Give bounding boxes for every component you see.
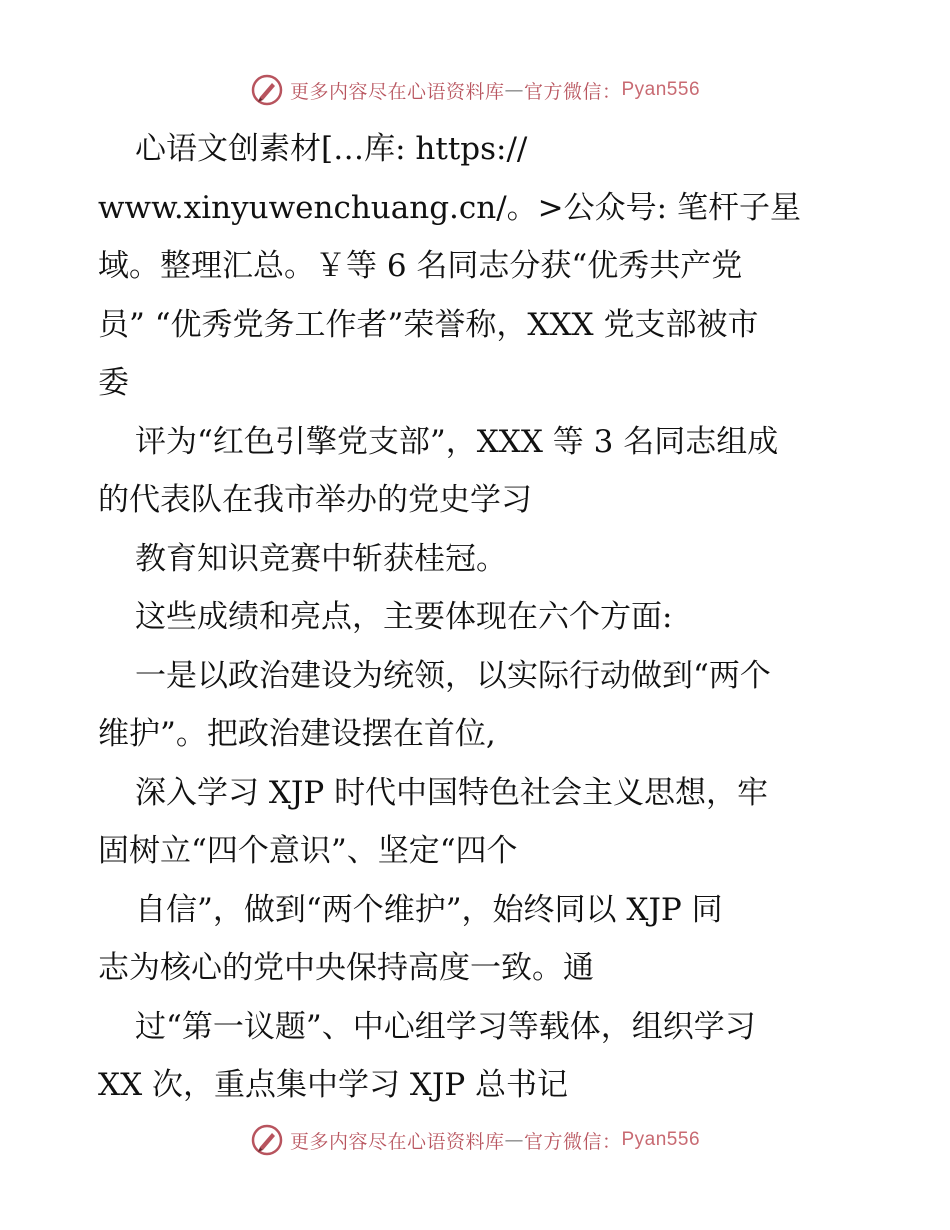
watermark-wechat-id: Pyan556	[621, 79, 701, 100]
pen-logo-icon	[250, 73, 284, 107]
watermark-label: 官方微信：	[523, 80, 622, 103]
text-line: 域。整理汇总。￥等 6 名同志分获“优秀共产党	[98, 248, 743, 284]
watermark-footer	[0, 1120, 950, 1160]
text-line: www.xinyuwenchuang.cn/。>公众号: 笔杆子星	[98, 189, 801, 226]
text-line: 深入学习 XJP 时代中国特色社会主义思想，牢	[135, 774, 769, 811]
text-line: XX 次，重点集中学习 XJP 总书记	[98, 1067, 569, 1103]
watermark-separator: —	[504, 1129, 524, 1151]
watermark-label: 官方微信：	[523, 1130, 622, 1153]
text-line: 固树立“四个意识”、坚定“四个	[98, 833, 518, 869]
text-line: 自信”，做到“两个维护”，始终同以 XJP 同	[135, 891, 723, 928]
document-body	[98, 120, 858, 1115]
text-line: 一是以政治建设为统领，以实际行动做到“两个	[135, 657, 771, 694]
watermark-site-text: 更多内容尽在心语资料库	[289, 80, 505, 103]
text-line: 评为“红色引擎党支部”，XXX 等 3 名同志组成	[135, 423, 779, 460]
watermark-site-text: 更多内容尽在心语资料库	[289, 1130, 505, 1153]
text-line: 维护”。把政治建设摆在首位,	[98, 716, 496, 752]
text-line: 过“第一议题”、中心组学习等载体，组织学习	[135, 1008, 756, 1045]
pen-logo-icon	[250, 1123, 284, 1157]
text-line: 志为核心的党中央保持高度一致。通	[98, 950, 594, 986]
text-line: 委	[98, 365, 129, 401]
text-line: 的代表队在我市举办的党史学习	[98, 482, 532, 518]
text-line: 心语文创素材[…库: https://	[135, 131, 528, 167]
watermark-separator: —	[504, 79, 524, 101]
text-line: 员” “优秀党务工作者”荣誉称，XXX 党支部被市	[98, 306, 759, 343]
watermark-wechat-id: Pyan556	[621, 1129, 701, 1150]
text-line: 这些成绩和亮点，主要体现在六个方面:	[135, 599, 673, 635]
text-line: 教育知识竞赛中斩获桂冠。	[135, 540, 507, 577]
watermark-header	[0, 70, 950, 110]
